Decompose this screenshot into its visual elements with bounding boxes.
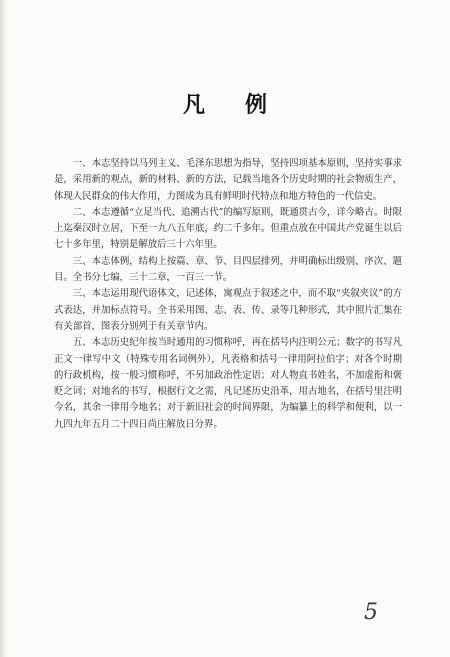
paragraph-3: 三、本志体例，结构上按篇、章、节、目四层排列，并明确标出级别、序次、题目。全书分七编，三十二章，一百三一节。 [54, 255, 402, 284]
page-number: 5 [364, 600, 378, 625]
paragraph-5: 五、本志历史纪年按当时通用的习惯称呼，再在括号内注明公元；数字的书写凡正文一律写中文（特殊专用名词例外），凡表格和括号一律用阿拉伯字；对各个时期的行政机构，按一般习惯称呼，不另加政治性定语；对人物直书姓名，不加虚衔和褒贬之词；对地名的书写，根据行文之需，凡记述历史沿革，用古地名，在括号里注明今名，其余一律用今地名；对于新旧社会的时间界限，为编纂上的科学和便利，以一九四九年五月二十四日尚庄解放日分界。 [54, 337, 402, 430]
paragraph-4: 三、本志运用现代语体文，记述体，寓观点于叙述之中，而不取“夹叙夹议”的方式表达，并加标点符号。全书采用图、志、表、传、录等几种形式，其中照片汇集在有关部首，图表分别列于有关章节内。 [54, 288, 402, 332]
document-body [54, 156, 402, 433]
page-title: 凡例 [182, 92, 307, 118]
paragraph-1: 一、本志坚持以马列主义、毛泽东思想为指导，坚持四项基本原则，坚持实事求是，采用新的观点，新的材料、新的方法，记载当地各个历史时期的社会物质生产，体现人民群众的伟大作用，力图成为具有鲜明时代特点和地方特色的一代信史。 [54, 158, 402, 202]
paragraph-2: 二、本志遵循“立足当代、追溯古代”的编写原则，既通贯古今，详今略古。时限上迄秦汉时立居，下至一九八五年底，约二千多年。但重点放在中国共产党诞生以后七十多年里，特别是解放后三十六年里。 [54, 206, 402, 251]
